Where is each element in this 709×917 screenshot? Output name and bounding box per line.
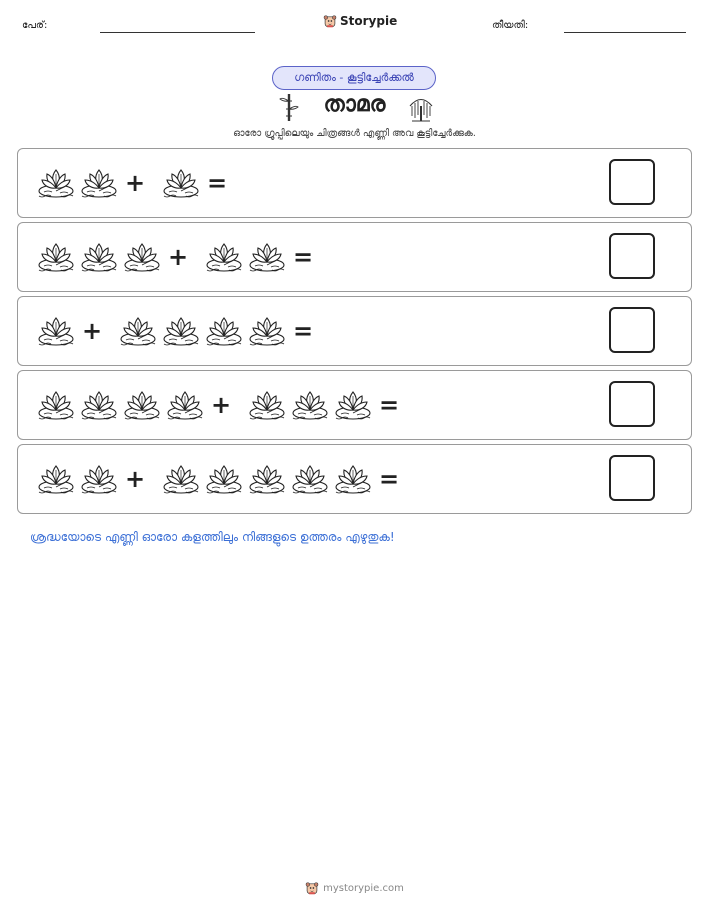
worksheet-header (0, 0, 709, 40)
lotus-icon (204, 236, 244, 276)
lotus-icon (122, 236, 162, 276)
answer-box[interactable] (609, 307, 655, 353)
lotus-icon (247, 384, 287, 424)
footer-site: mystorypie.com (323, 882, 404, 894)
name-label: പേര്: (22, 20, 48, 31)
lotus-icon (204, 310, 244, 350)
lotus-icon (118, 310, 158, 350)
lotus-icon (36, 384, 76, 424)
plus-sign: + (82, 317, 103, 345)
problem-row (17, 370, 692, 440)
lotus-icon (36, 162, 76, 202)
instruction-text: ഓരോ ഗ്രൂപ്പിലെയും ചിത്രങ്ങൾ എണ്ണി അവ കൂട്ടിച്ചേർക്കുക. (233, 128, 476, 139)
answer-box[interactable] (609, 381, 655, 427)
footnote-text: ശ്രദ്ധയോടെ എണ്ണി ഓരോ കളത്തിലും നിങ്ങളുടെ ഉത്തരം എഴുതുക! (30, 530, 395, 544)
lotus-icon (79, 162, 119, 202)
answer-box[interactable] (609, 159, 655, 205)
storypie-mascot-icon (305, 880, 319, 896)
name-field-line[interactable] (100, 32, 255, 33)
lotus-icon (36, 458, 76, 498)
equals-sign: = (379, 391, 400, 419)
lotus-icon (247, 458, 287, 498)
lotus-icon (333, 384, 373, 424)
lotus-icon (247, 310, 287, 350)
lotus-icon (165, 384, 205, 424)
equals-sign: = (293, 317, 314, 345)
lotus-icon (79, 236, 119, 276)
lotus-icon (333, 458, 373, 498)
lotus-icon (161, 310, 201, 350)
date-label: തീയതി: (492, 20, 529, 31)
plus-sign: + (168, 243, 189, 271)
worksheet-title: താമര (323, 92, 386, 117)
problem-row (17, 296, 692, 366)
subject-badge: ഗണിതം - കൂട്ടിച്ചേർക്കൽ (272, 66, 436, 90)
lotus-icon (79, 384, 119, 424)
equals-sign: = (207, 169, 228, 197)
answer-box[interactable] (609, 455, 655, 501)
equals-sign: = (293, 243, 314, 271)
problem-row (17, 444, 692, 514)
storypie-mascot-icon (323, 13, 337, 29)
storypie-logo (323, 13, 397, 29)
date-field-line[interactable] (564, 32, 686, 33)
lotus-icon (122, 384, 162, 424)
brand-name: Storypie (340, 14, 398, 28)
answer-box[interactable] (609, 233, 655, 279)
footer (0, 880, 709, 896)
lotus-icon (161, 162, 201, 202)
problem-row (17, 222, 692, 292)
equals-sign: = (379, 465, 400, 493)
plus-sign: + (125, 169, 146, 197)
lotus-icon (36, 236, 76, 276)
plus-sign: + (211, 391, 232, 419)
willow-tree-icon (406, 92, 436, 122)
lotus-icon (204, 458, 244, 498)
problem-row (17, 148, 692, 218)
lotus-icon (290, 384, 330, 424)
lotus-icon (79, 458, 119, 498)
lotus-icon (247, 236, 287, 276)
lotus-icon (161, 458, 201, 498)
lotus-icon (36, 310, 76, 350)
plus-sign: + (125, 465, 146, 493)
lotus-icon (290, 458, 330, 498)
